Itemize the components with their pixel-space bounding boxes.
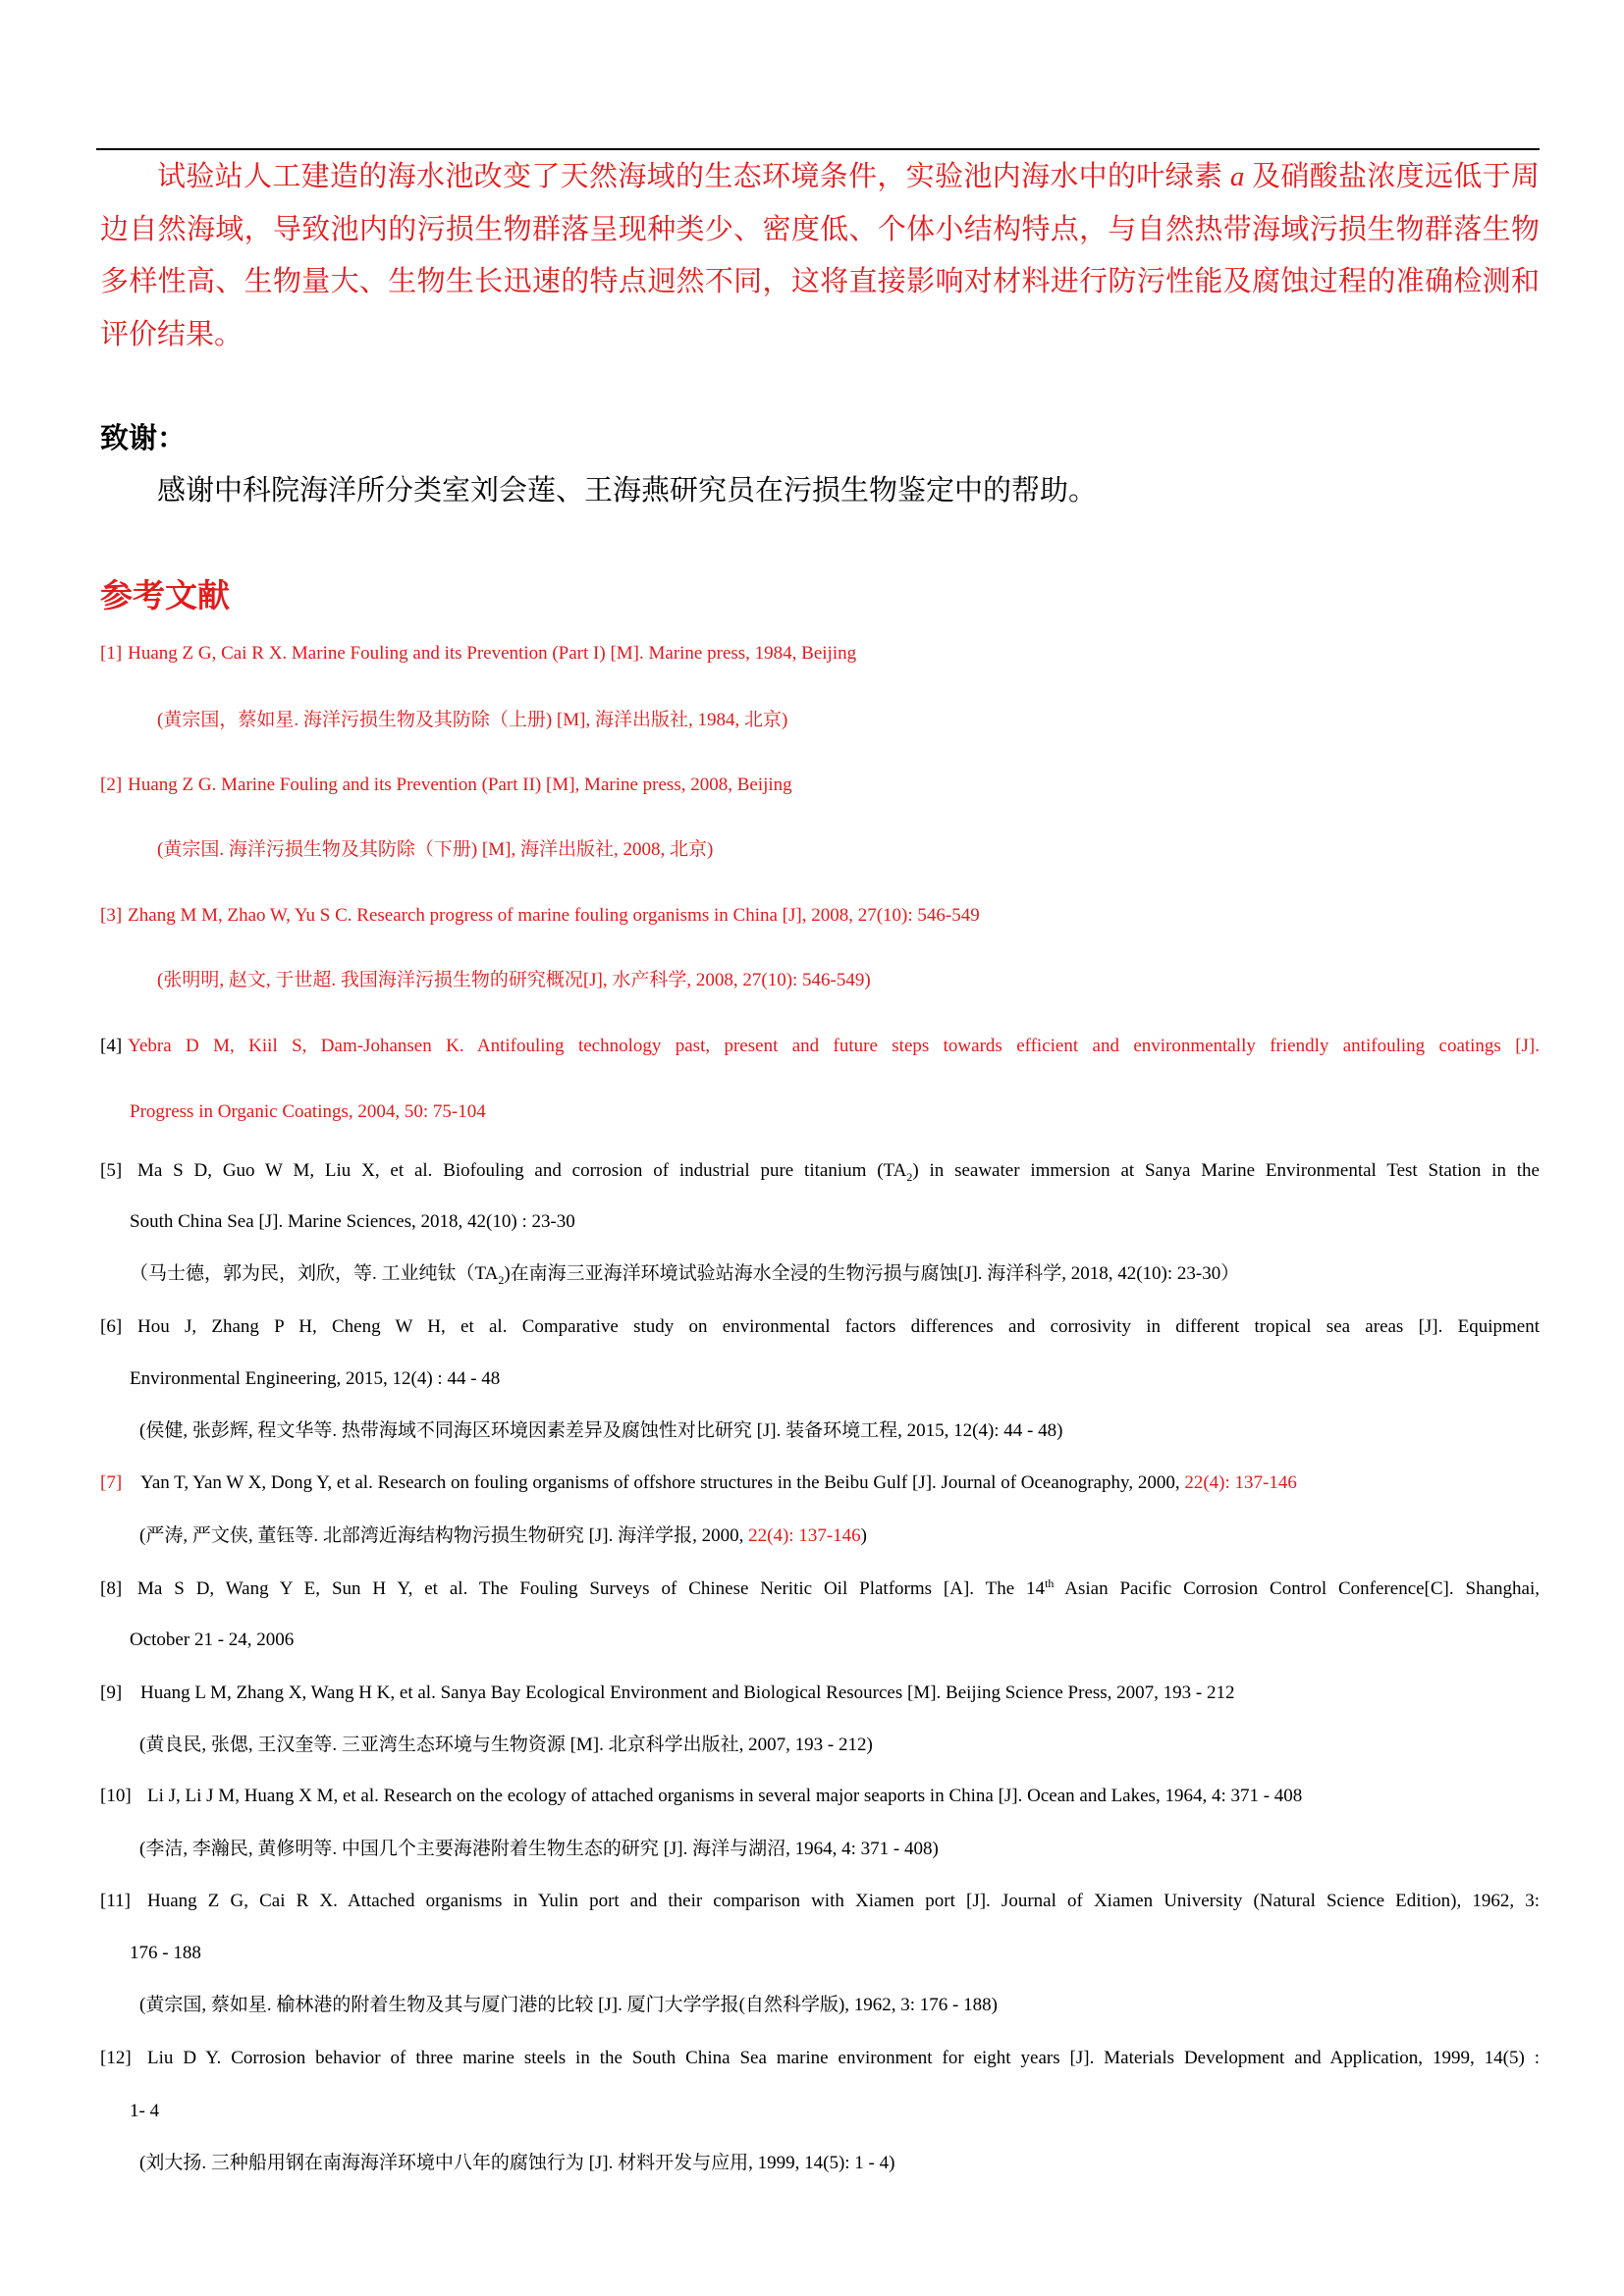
reference-number: [6] [100, 1316, 123, 1337]
reference-translation: (侯健, 张彭辉, 程文华等. 热带海域不同海区环境因素差异及腐蚀性对比研究 [J]. 装备环境工程, 2015, 12(4): 44 - 48) [139, 1420, 1063, 1441]
acknowledgement-heading: 致谢： [100, 423, 187, 454]
reference-text: 176 - 188 [130, 1943, 201, 1963]
reference-text: Ma S D, Wang Y E, Sun H Y, et al. The Fouling Surveys of Chinese Neritic Oil Platforms [A]. The 14 [137, 1578, 1046, 1599]
paragraph-line: 评价结果。 [100, 319, 244, 350]
paragraph-text: 及硝酸盐浓度远低于周 [1244, 161, 1540, 192]
references-title: 参考文献 [100, 579, 230, 614]
reference-text: Zhang M M, Zhao W, Yu S C. Research progress of marine fouling organisms in China [J], 2008, 27(10): 546-549 [128, 905, 980, 926]
reference-translation: (张明明, 赵文, 于世超. 我国海洋污损生物的研究概况[J], 水产科学, 2008, 27(10): 546-549) [157, 970, 871, 990]
reference-text: Ma S D, Guo W M, Liu X, et al. Biofouling and corrosion of industrial pure titanium (TA [137, 1160, 907, 1181]
reference-text: （马士德，郭为民，刘欣，等. 工业纯钛（TA [130, 1263, 499, 1284]
reference-text: Huang Z G. Marine Fouling and its Prevention (Part II) [M], Marine press, 2008, Beijing [128, 774, 792, 795]
reference-line: Huang L M, Zhang X, Wang H K, et al. Sanya Bay Ecological Environment and Biological Resources [M]. Beijing Science Press, 2007, 193 - 212 [140, 1682, 1235, 1703]
reference-text: Progress in Organic Coatings, 2004, 50: 75-104 [130, 1101, 486, 1122]
reference-translation: (刘大扬. 三种船用钢在南海海洋环境中八年的腐蚀行为 [J]. 材料开发与应用, 1999, 14(5): 1 - 4) [139, 2153, 895, 2173]
reference-number: [4] [100, 1036, 123, 1056]
reference-line: Huang Z G, Cai R X. Attached organisms in Yulin port and their comparison with Xiamen port [J]. Journal of Xiamen University (Natural Science Edition), 1962, 3: [147, 1891, 1540, 1911]
reference-number: [3] [100, 905, 123, 926]
reference-line [100, 1033, 1540, 1060]
reference-number: [7] [100, 1472, 123, 1493]
reference-line [100, 772, 792, 799]
subscript: 2 [498, 1273, 505, 1287]
reference-translation: (黄宗国, 蔡如星. 榆林港的附着生物及其与厦门港的比较 [J]. 厦门大学学报(自然科学版), 1962, 3: 176 - 188) [139, 1995, 998, 2015]
reference-number: [9] [100, 1682, 123, 1703]
reference-translation: (李洁, 李瀚民, 黄修明等. 中国几个主要海港附着生物生态的研究 [J]. 海洋与湖沼, 1964, 4: 371 - 408) [139, 1839, 939, 1859]
reference-number: [12] [100, 2048, 132, 2068]
reference-text: (严涛, 严文侠, 董钰等. 北部湾近海结构物污损生物研究 [J]. 海洋学报, 2000, [139, 1525, 749, 1546]
reference-text: South China Sea [J]. Marine Sciences, 2018, 42(10) : 23-30 [130, 1211, 575, 1232]
paragraph-text: 试验站人工建造的海水池改变了天然海域的生态环境条件，实验池内海水中的叶绿素 [157, 161, 1230, 192]
reference-line: Hou J, Zhang P H, Cheng W H, et al. Comparative study on environmental factors differences and corrosivity in different tropical sea areas [J]. Equipment [137, 1316, 1540, 1337]
reference-number: [8] [100, 1578, 123, 1599]
reference-text: Huang Z G, Cai R X. Marine Fouling and its Prevention (Part I) [M]. Marine press, 1984, Beijing [128, 643, 857, 664]
reference-number: [1] [100, 643, 123, 664]
reference-text: Yan T, Yan W X, Dong Y, et al. Research on fouling organisms of offshore structures in the Beibu Gulf [J]. Journal of Oceanography, 2000, [140, 1472, 1185, 1493]
reference-line [100, 640, 856, 667]
reference-text: Yebra D M, Kiil S, Dam-Johansen K. Antifouling technology past, present and future steps towards efficient and environmentally friendly antifouling coatings [J]. [128, 1036, 1540, 1056]
reference-number: [2] [100, 774, 123, 795]
chlorophyll-variable: a [1229, 161, 1245, 192]
reference-line: Li J, Li J M, Huang X M, et al. Research on the ecology of attached organisms in several major seaports in China [J]. Ocean and Lakes, 1964, 4: 371 - 408 [147, 1786, 1303, 1806]
reference-text: 1- 4 [130, 2101, 160, 2121]
acknowledgement-text: 感谢中科院海洋所分类室刘会莲、王海燕研究员在污损生物鉴定中的帮助。 [157, 475, 1098, 507]
reference-number: [11] [100, 1891, 131, 1911]
reference-line [137, 1575, 1540, 1603]
reference-number: [10] [100, 1786, 132, 1806]
paragraph-line [157, 157, 1540, 196]
reference-line [140, 1469, 1297, 1497]
reference-text: ) [860, 1525, 867, 1546]
reference-number: [5] [100, 1160, 123, 1181]
reference-text: Environmental Engineering, 2015, 12(4) : 44 - 48 [130, 1368, 501, 1389]
reference-text: Asian Pacific Corrosion Control Conference[C]. Shanghai, [1054, 1578, 1540, 1599]
subscript: 2 [906, 1170, 913, 1184]
paragraph-line: 边自然海域，导致池内的污损生物群落呈现种类少、密度低、个体小结构特点，与自然热带海域污损生物群落生物 [100, 214, 1540, 245]
highlighted-text: 22(4): 137-146 [1184, 1472, 1297, 1493]
superscript: th [1045, 1576, 1055, 1590]
reference-translation [130, 1260, 1239, 1288]
reference-line [137, 1157, 1540, 1185]
header-rule [96, 148, 1540, 150]
reference-line: Liu D Y. Corrosion behavior of three marine steels in the South China Sea marine environment for eight years [J]. Materials Development and Application, 1999, 14(5) : [147, 2048, 1540, 2068]
highlighted-text: 22(4): 137-146 [748, 1525, 861, 1546]
reference-translation [139, 1522, 867, 1550]
reference-text: ) in seawater immersion at Sanya Marine Environmental Test Station in the [912, 1160, 1540, 1181]
reference-text: )在南海三亚海洋环境试验站海水全浸的生物污损与腐蚀[J]. 海洋科学, 2018, 42(10): 23-30） [504, 1263, 1240, 1284]
reference-line [100, 902, 980, 930]
reference-translation: (黄良民, 张偲, 王汉奎等. 三亚湾生态环境与生物资源 [M]. 北京科学出版社, 2007, 193 - 212) [139, 1735, 873, 1755]
paragraph-line: 多样性高、生物量大、生物生长迅速的特点迥然不同，这将直接影响对材料进行防污性能及腐蚀过程的准确检测和 [100, 266, 1540, 297]
reference-translation: (黄宗国. 海洋污损生物及其防除（下册) [M], 海洋出版社, 2008, 北京) [157, 839, 714, 860]
reference-translation: (黄宗国，蔡如星. 海洋污损生物及其防除（上册) [M], 海洋出版社, 1984, 北京) [157, 710, 788, 730]
reference-text: October 21 - 24, 2006 [130, 1629, 295, 1650]
